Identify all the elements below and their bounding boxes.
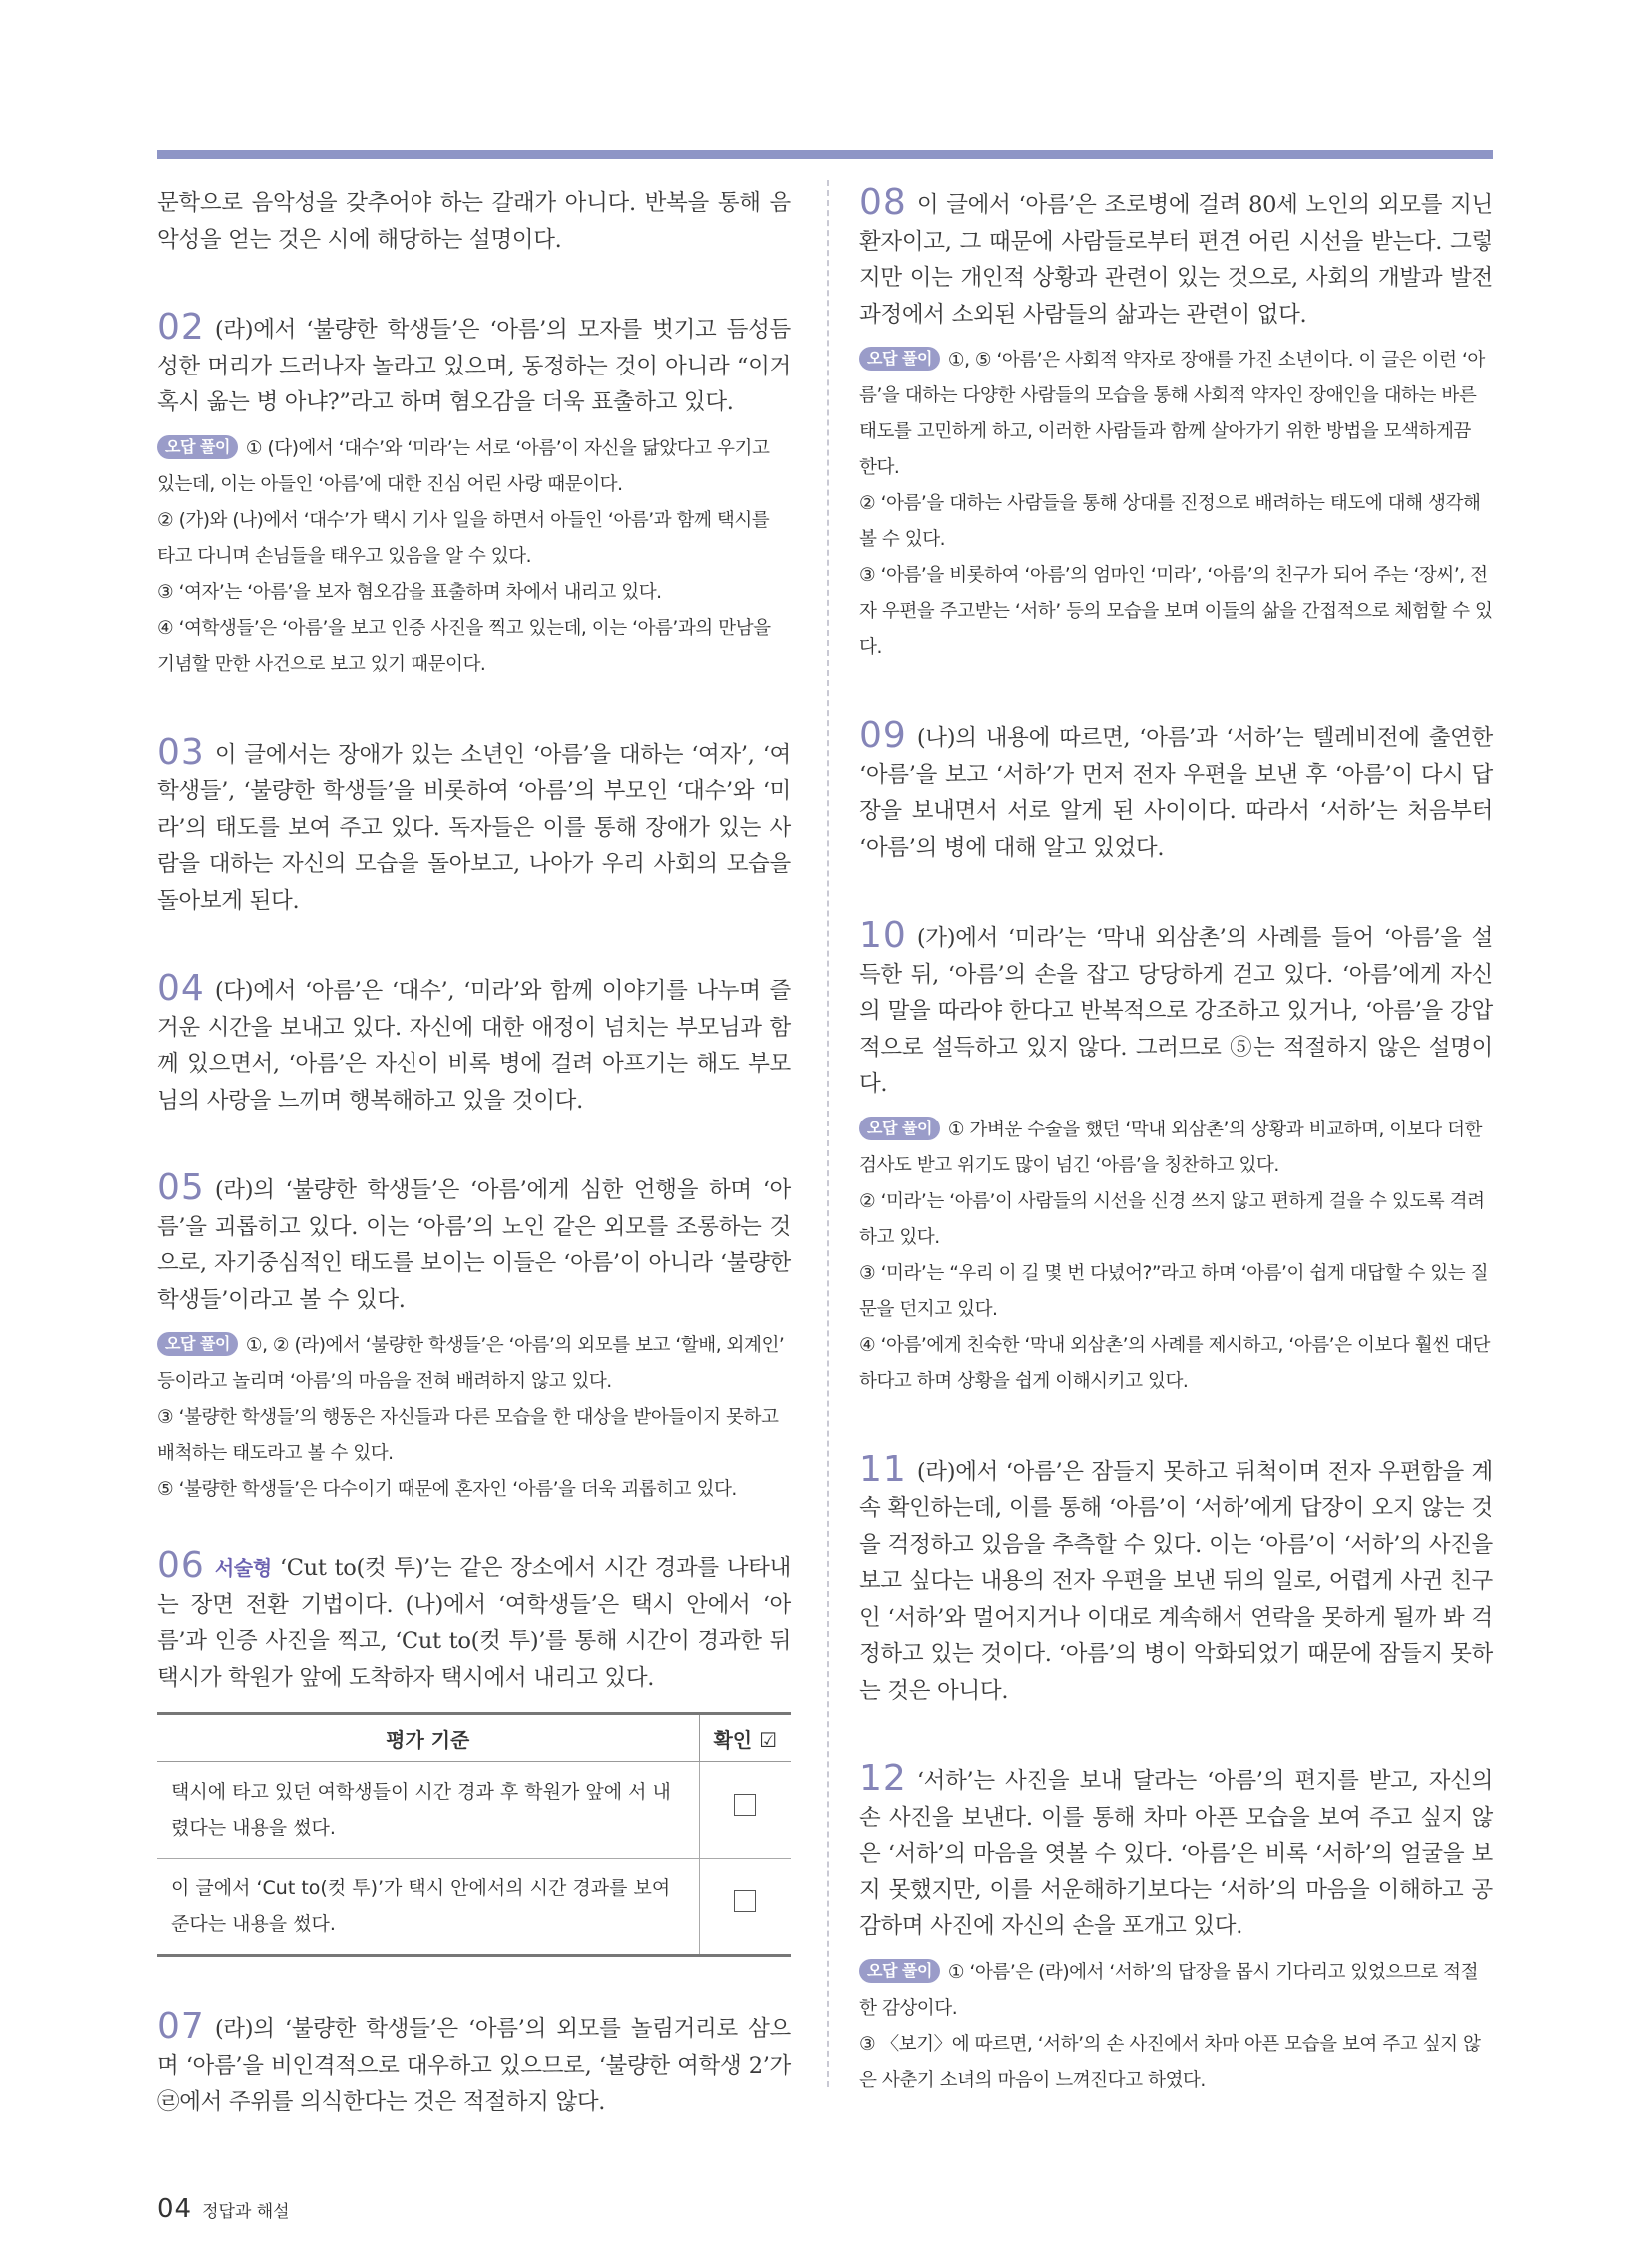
explanation-item: ④ ‘아름’에게 친숙한 ‘막내 외삼촌’의 사례를 제시하고, ‘아름’은 이보다 훨씬 대단하다고 하며 상황을 쉽게 이해시키고 있다. xyxy=(859,1334,1490,1392)
table-row xyxy=(157,1859,791,1956)
question-number: 11 xyxy=(859,1448,907,1490)
question-number: 10 xyxy=(859,915,907,956)
question-12 xyxy=(859,1758,1493,2099)
answer-text: (다)에서 ‘아름’은 ‘대수’, ‘미라’와 함께 이야기를 나누며 즐거운 시간을 보내고 있다. 자신에 대한 애정이 넘치는 부모님과 함께 있으면서, ‘아름’은 자신이 비록 병에 걸려 아프기는 해도 부모님의 사랑을 느끼며 행복해하고 있을 것이다. xyxy=(157,978,791,1114)
answer-text: (라)에서 ‘아름’은 잠들지 못하고 뒤척이며 전자 우편함을 계속 확인하는데, 이를 통해 ‘아름’이 ‘서하’에게 답장이 오지 않는 것을 걱정하고 있음을 추측할 수 있다. 이는 ‘아름’이 ‘서하’의 사진을 보고 싶다는 내용의 전자 우편을 보낸 뒤의 일로, 어렵게 사귄 친구인 ‘서하’와 멀어지거나 이대로 계속해서 연락을 못하게 될까 봐 걱정하고 있는 것이다. ‘아름’의 병이 악화되었기 때문에 잠들지 못하는 것은 아니다. xyxy=(859,1458,1493,1704)
question-04 xyxy=(157,968,791,1119)
question-number: 03 xyxy=(157,731,205,773)
explanation-item: ④ ‘여학생들’은 ‘아름’을 보고 인증 사진을 찍고 있는데, 이는 ‘아름’과의 만남을 기념할 만한 사건으로 보고 있기 때문이다. xyxy=(157,617,771,675)
criteria-cell: 이 글에서 ‘Cut to(컷 투)’가 택시 안에서의 시간 경과를 보여 준다는 내용을 썼다. xyxy=(157,1859,699,1956)
descriptive-tag: 서술형 xyxy=(214,1556,272,1580)
left-column xyxy=(157,185,791,2121)
question-number: 02 xyxy=(157,307,205,348)
evaluation-table xyxy=(157,1712,791,1957)
right-column xyxy=(859,182,1493,2099)
question-number: 05 xyxy=(157,1167,205,1208)
explanation-item: ③ ‘아름’을 비롯하여 ‘아름’의 엄마인 ‘미라’, ‘아름’의 친구가 되어 주는 ‘장씨’, 전자 우편을 주고받는 ‘서하’ 등의 모습을 보며 이들의 삶을 간접적으로 체험할 수 있다. xyxy=(859,565,1493,658)
page-footer xyxy=(157,2194,290,2224)
check-header: 확인 ☑ xyxy=(699,1714,791,1762)
question-05 xyxy=(157,1167,791,1508)
answer-text: (라)에서 ‘불량한 학생들’은 ‘아름’의 모자를 벗기고 듬성듬성한 머리가 드러나자 놀라고 있으며, 동정하는 것이 아니라 “이거 혹시 옮는 병 아냐?”라고 하며 혐오감을 더욱 표출하고 있다. xyxy=(157,317,791,415)
explanation-item: ① 가벼운 수술을 했던 ‘막내 외삼촌’의 상황과 비교하며, 이보다 더한 검사도 받고 위기도 많이 넘긴 ‘아름’을 칭찬하고 있다. xyxy=(859,1119,1483,1176)
explanation-item: ①, ⑤ ‘아름’은 사회적 약자로 장애를 가진 소년이다. 이 글은 이런 ‘아름’을 대하는 다양한 사람들의 모습을 통해 사회적 약자인 장애인을 대하는 바른 태도를 고민하게 하고, 이러한 사람들과 함께 살아가기 위한 방법을 모색하게끔 한다. xyxy=(859,350,1485,478)
wrong-answer-badge: 오답 풀이 xyxy=(859,1959,940,1983)
explanation-item: ② ‘미라’는 ‘아름’이 사람들의 시선을 신경 쓰지 않고 편하게 걸을 수 있도록 격려하고 있다. xyxy=(859,1190,1485,1248)
question-number: 04 xyxy=(157,968,205,1009)
intro-text: 문학으로 음악성을 갖추어야 하는 갈래가 아니다. 반복을 통해 음악성을 얻는 것은 시에 해당하는 설명이다. xyxy=(157,190,791,253)
question-02 xyxy=(157,307,791,683)
answer-text: (나)의 내용에 따르면, ‘아름’과 ‘서하’는 텔레비전에 출연한 ‘아름’을 보고 ‘서하’가 먼저 전자 우편을 보낸 후 ‘아름’이 다시 답장을 보내면서 서로 알게 된 사이이다. 따라서 ‘서하’는 처음부터 ‘아름’의 병에 대해 알고 있었다. xyxy=(859,725,1493,861)
wrong-answer-explanation xyxy=(157,1328,791,1508)
answer-text: 이 글에서 ‘아름’은 조로병에 걸려 80세 노인의 외모를 지닌 환자이고, 그 때문에 사람들로부터 편견 어린 시선을 받는다. 그렇지만 이는 개인적 상황과 관련이 있는 것으로, 사회의 개발과 발전 과정에서 소외된 사람들의 삶과는 관련이 없다. xyxy=(859,192,1493,328)
question-09 xyxy=(859,715,1493,866)
question-number: 09 xyxy=(859,715,907,756)
wrong-answer-explanation xyxy=(859,1955,1493,2099)
question-11 xyxy=(859,1448,1493,1710)
explanation-item: ① (다)에서 ‘대수’와 ‘미라’는 서로 ‘아름’이 자신을 닮았다고 우기고 있는데, 이는 아들인 ‘아름’에 대한 진심 어린 사랑 때문이다. xyxy=(157,437,770,495)
question-08 xyxy=(859,182,1493,666)
criteria-cell: 택시에 타고 있던 여학생들이 시간 경과 후 학원가 앞에 서 내렸다는 내용을 썼다. xyxy=(157,1762,699,1859)
wrong-answer-explanation xyxy=(859,343,1493,666)
answer-text: 이 글에서는 장애가 있는 소년인 ‘아름’을 대하는 ‘여자’, ‘여학생들’, ‘불량한 학생들’을 비롯하여 ‘아름’의 부모인 ‘대수’와 ‘미라’의 태도를 보여 주고 있다. 독자들은 이를 통해 장애가 있는 사람을 대하는 자신의 모습을 돌아보고, 나아가 우리 사회의 모습을 돌아보게 된다. xyxy=(157,741,791,914)
question-number: 12 xyxy=(859,1758,907,1799)
wrong-answer-explanation xyxy=(859,1113,1493,1400)
column-divider xyxy=(827,180,829,2087)
book-section-title: 정답과 해설 xyxy=(202,2202,290,2222)
page-number: 04 xyxy=(157,2194,193,2224)
wrong-answer-badge: 오답 풀이 xyxy=(157,435,238,459)
question-07 xyxy=(157,2006,791,2121)
answer-text: (가)에서 ‘미라’는 ‘막내 외삼촌’의 사례를 들어 ‘아름’을 설득한 뒤, ‘아름’의 손을 잡고 당당하게 걷고 있다. ‘아름’에게 자신의 말을 따라야 한다고 반복적으로 강조하고 있거나, ‘아름’을 강압적으로 설득하고 있지 않다. 그러므로 ⑤는 적절하지 않은 설명이다. xyxy=(859,925,1493,1097)
answer-text: ‘서하’는 사진을 보내 달라는 ‘아름’의 편지를 받고, 자신의 손 사진을 보낸다. 이를 통해 차마 아픈 모습을 보여 주고 싶지 않은 ‘서하’의 마음을 엿볼 수 있다. ‘아름’은 비록 ‘서하’의 얼굴을 보지 못했지만, 이를 서운해하기보다는 ‘서하’의 마음을 이해하고 공감하며 사진에 자신의 손을 포개고 있다. xyxy=(859,1768,1493,1939)
checkbox[interactable] xyxy=(734,1794,756,1816)
question-number: 07 xyxy=(157,2006,205,2047)
explanation-item: ③ ‘미라’는 “우리 이 길 몇 번 다녔어?”라고 하며 ‘아름’이 쉽게 대답할 수 있는 질문을 던지고 있다. xyxy=(859,1262,1489,1320)
wrong-answer-badge: 오답 풀이 xyxy=(157,1332,238,1356)
explanation-item: ③ ‘불량한 학생들’의 행동은 자신들과 다른 모습을 한 대상을 받아들이지 못하고 배척하는 태도라고 볼 수 있다. xyxy=(157,1407,779,1464)
explanation-item: ①, ② (라)에서 ‘불량한 학생들’은 ‘아름’의 외모를 보고 ‘할배, 외계인’ 등이라고 놀리며 ‘아름’의 마음을 전혀 배려하지 않고 있다. xyxy=(157,1335,785,1392)
wrong-answer-badge: 오답 풀이 xyxy=(859,347,940,371)
question-06 xyxy=(157,1545,791,1957)
table-row xyxy=(157,1762,791,1859)
answer-text: ‘Cut to(컷 투)’는 같은 장소에서 시간 경과를 나타내는 장면 전환 기법이다. (나)에서 ‘여학생들’은 택시 안에서 ‘아름’과 인증 사진을 찍고, ‘Cut to(컷 투)’를 통해 시간이 경과한 뒤 택시가 학원가 앞에 도착하자 택시에서 내리고 있다. xyxy=(157,1555,791,1691)
explanation-item: ② (가)와 (나)에서 ‘대수’가 택시 기사 일을 하면서 아들인 ‘아름’과 함께 택시를 타고 다니며 손님들을 태우고 있음을 알 수 있다. xyxy=(157,509,770,567)
explanation-item: ③ 〈보기〉에 따르면, ‘서하’의 손 사진에서 차마 아픈 모습을 보여 주고 싶지 않은 사춘기 소녀의 마음이 느껴진다고 하였다. xyxy=(859,2033,1481,2091)
question-03 xyxy=(157,731,791,920)
explanation-item: ② ‘아름’을 대하는 사람들을 통해 상대를 진정으로 배려하는 태도에 대해 생각해 볼 수 있다. xyxy=(859,493,1481,550)
checkbox[interactable] xyxy=(734,1890,756,1912)
wrong-answer-explanation xyxy=(157,431,791,683)
answer-text: (라)의 ‘불량한 학생들’은 ‘아름’에게 심한 언행을 하며 ‘아름’을 괴롭히고 있다. 이는 ‘아름’의 노인 같은 외모를 조롱하는 것으로, 자기중심적인 태도를 보이는 이들은 ‘아름’이 아니라 ‘불량한 학생들’이라고 볼 수 있다. xyxy=(157,1177,791,1313)
explanation-item: ① ‘아름’은 (라)에서 ‘서하’의 답장을 몹시 기다리고 있었으므로 적절한 감상이다. xyxy=(859,1961,1479,2019)
explanation-item: ③ ‘여자’는 ‘아름’을 보자 혐오감을 표출하며 차에서 내리고 있다. xyxy=(157,581,662,603)
question-10 xyxy=(859,915,1493,1400)
top-rule xyxy=(157,150,1493,159)
criteria-header: 평가 기준 xyxy=(157,1714,699,1762)
question-number: 08 xyxy=(859,182,907,223)
answer-text: (라)의 ‘불량한 학생들’은 ‘아름’의 외모를 놀림거리로 삼으며 ‘아름’을 비인격적으로 대우하고 있으므로, ‘불량한 여학생 2’가 ㉣에서 주위를 의식한다는 것은 적절하지 않다. xyxy=(157,2016,791,2115)
wrong-answer-badge: 오답 풀이 xyxy=(859,1117,940,1140)
question-number: 06 xyxy=(157,1545,205,1586)
explanation-item: ⑤ ‘불량한 학생들’은 다수이기 때문에 혼자인 ‘아름’을 더욱 괴롭히고 있다. xyxy=(157,1479,737,1500)
